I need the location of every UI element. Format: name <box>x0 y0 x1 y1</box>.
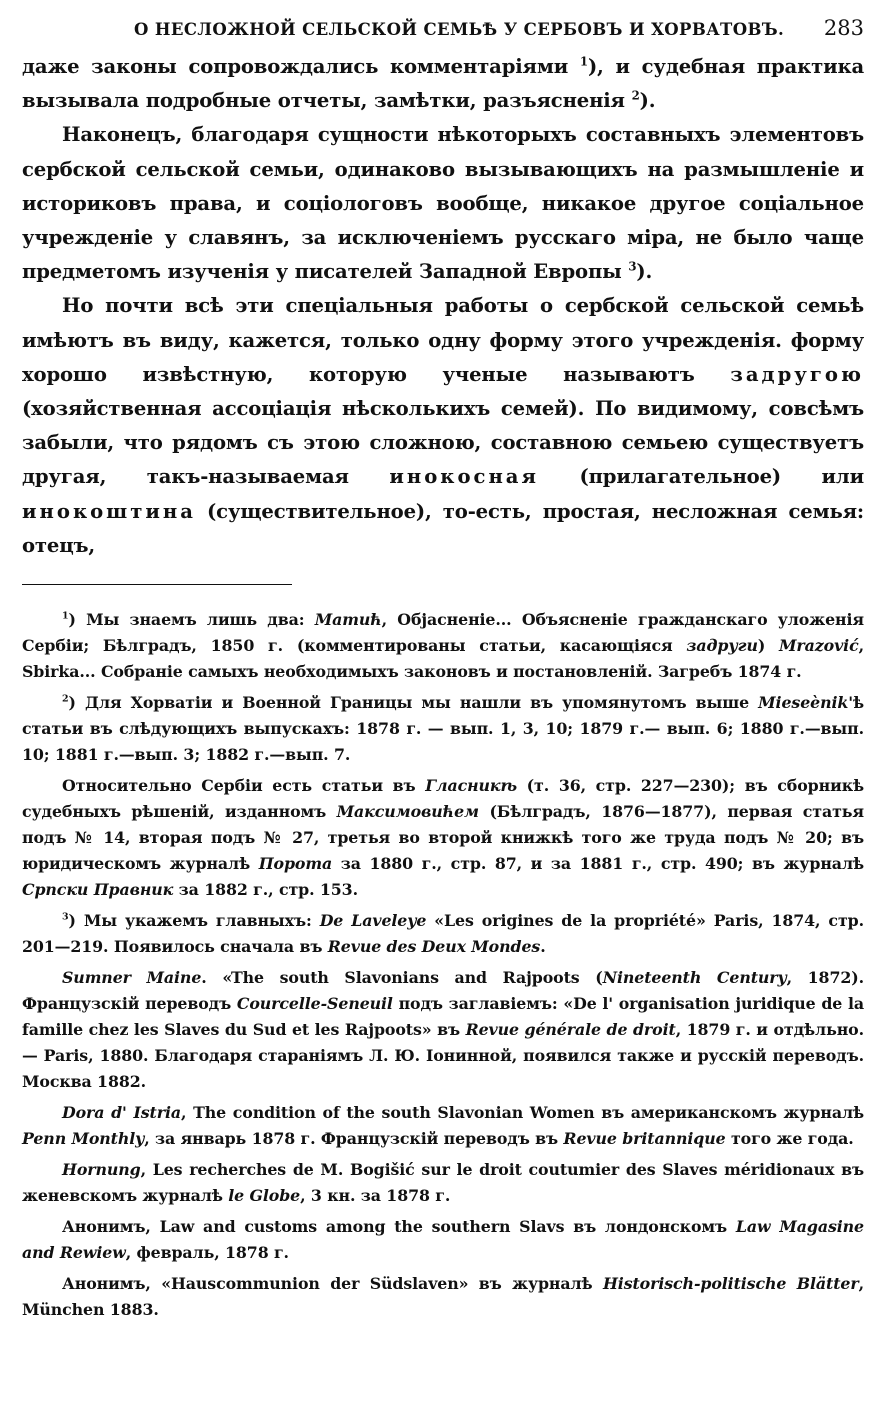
paragraph-1: даже законы сопровождались комментаріями $^1$), и судебная практика вызывала подробные отчеты, замѣтки, разъясненія $^2$). <box>22 54 864 113</box>
footnote-2: $^2$) Для Хорватіи и Военной Границы мы нашли въ упомянутомъ выше Mieseènik'ѣ статьи въ слѣдующихъ выпускахъ: 1878 г. — вып. 1, 3, 10; 1879 г.— вып. 6; 1880 г.—вып. 10; 1881 г.—вып. 3; 1882 г.—вып. 7. <box>22 693 864 765</box>
footnote-3-maine: Sumner Maine. «The south Slavonians and Rajpoots (Nineteenth Century, 1872). Французскій переводъ Courcelle-Seneuil подъ заглавіемъ: «De l' organisation juridique de la famille chez les Slaves du Sud et les Rajpoots» въ Revue générale de droit, 1879 г. и отдѣльно. — Paris, 1880. Благодаря стараніямъ Л. Ю. Іонинной, появился также и русскій переводъ. Москва 1882. <box>22 968 864 1092</box>
page-number: 283 <box>823 16 864 40</box>
footnote-1: $^1$) Мы знаемъ лишь два: Матић, Објасненіе... Объясненіе гражданскаго уложенія Сербіи; Бѣлградъ, 1850 г. (комментированы статьи, касающіяся задруги) Mrazović, Sbirka... Собраніе самыхъ необходимыхъ законовъ и постановленій. Загребъ 1874 г. <box>22 610 865 682</box>
footnote-marker-1: 1 <box>579 54 588 69</box>
footnote-marker-2: 2 <box>631 88 640 103</box>
main-text <box>22 50 864 563</box>
footnote-2-serbia: Относительно Сербіи есть статьи въ Гласникѣ (т. 36, стр. 227—230); въ сборникѣ судебныхъ рѣшеній, изданномъ Максимовићем (Бѣлградъ, 1876—1877), первая статья подъ № 14, вторая подъ № 27, третья во второй книжкѣ того же труда подъ № 20; въ юридическомъ журналѣ Порота за 1880 г., стр. 87, и за 1881 г., стр. 490; въ журналѣ Српски Правник за 1882 г., стр. 153. <box>22 776 865 900</box>
footnote-marker-3: 3 <box>628 259 637 274</box>
term-inokosnaya: инокосная <box>389 465 539 489</box>
footnote-3-hauscommunion: Анонимъ, «Hauscommunion der Südslaven» въ журналѣ Historisch-politische Blätter, München 1883. <box>22 1274 865 1320</box>
book-page <box>22 14 864 1328</box>
footnote-3-law-magazine: Анонимъ, Law and customs among the southern Slavs въ лондонскомъ Law Magasine and Rewiew, февраль, 1878 г. <box>22 1217 864 1263</box>
footnote-3-istria: Dora d' Istria, The condition of the south Slavonian Women въ американскомъ журналѣ Penn Monthly, за январь 1878 г. Французскій переводъ въ Revue britannique того же года. <box>22 1103 864 1149</box>
running-title: О НЕСЛОЖНОЙ СЕЛЬСКОЙ СЕМЬѢ У СЕРБОВЪ И ХОРВАТОВЪ. <box>134 20 785 39</box>
running-header <box>22 14 864 50</box>
paragraph-2: Наконецъ, благодаря сущности нѣкоторыхъ составныхъ элементовъ сербской сельской семьи, одинаково вызывающихъ на размышленіе и историковъ права, и соціологовъ вообще, никакое другое соціальное учрежденіе у славянъ, за исключеніемъ русскаго міра, не было чаще предметомъ изученія у писателей Западной Европы $^3$). <box>22 123 864 284</box>
term-zadruga: задругою <box>730 362 864 386</box>
footnote-divider <box>22 584 292 585</box>
term-inokoshtina: инокоштина <box>22 499 196 523</box>
footnote-3-hornung: Hornung, Les recherches de M. Bogišić sur le droit coutumier des Slaves méridionaux въ женевскомъ журналѣ le Globe, 3 кн. за 1878 г. <box>22 1160 864 1206</box>
footnotes <box>22 607 864 1323</box>
paragraph-3: Но почти всѣ эти спеціальныя работы о сербской сельской семьѣ имѣютъ въ виду, кажется, только одну форму этого учрежденія. форму хорошо извѣстную, которую ученые называютъ задругою (хозяйственная ассоціація нѣсколькихъ семей). По видимому, совсѣмъ забыли, что рядомъ съ этою сложною, составною семьею существуетъ другая, такъ-называемая инокосная (прилагательное) или инокоштина (существительное), то-есть, простая, несложная семья: отецъ, <box>22 294 864 557</box>
footnote-3: $^3$) Мы укажемъ главныхъ: De Laveleye «Les origines de la propriété» Paris, 1874, стр. 201—219. Появилось сначала въ Revue des Deux Mondes. <box>22 911 864 957</box>
